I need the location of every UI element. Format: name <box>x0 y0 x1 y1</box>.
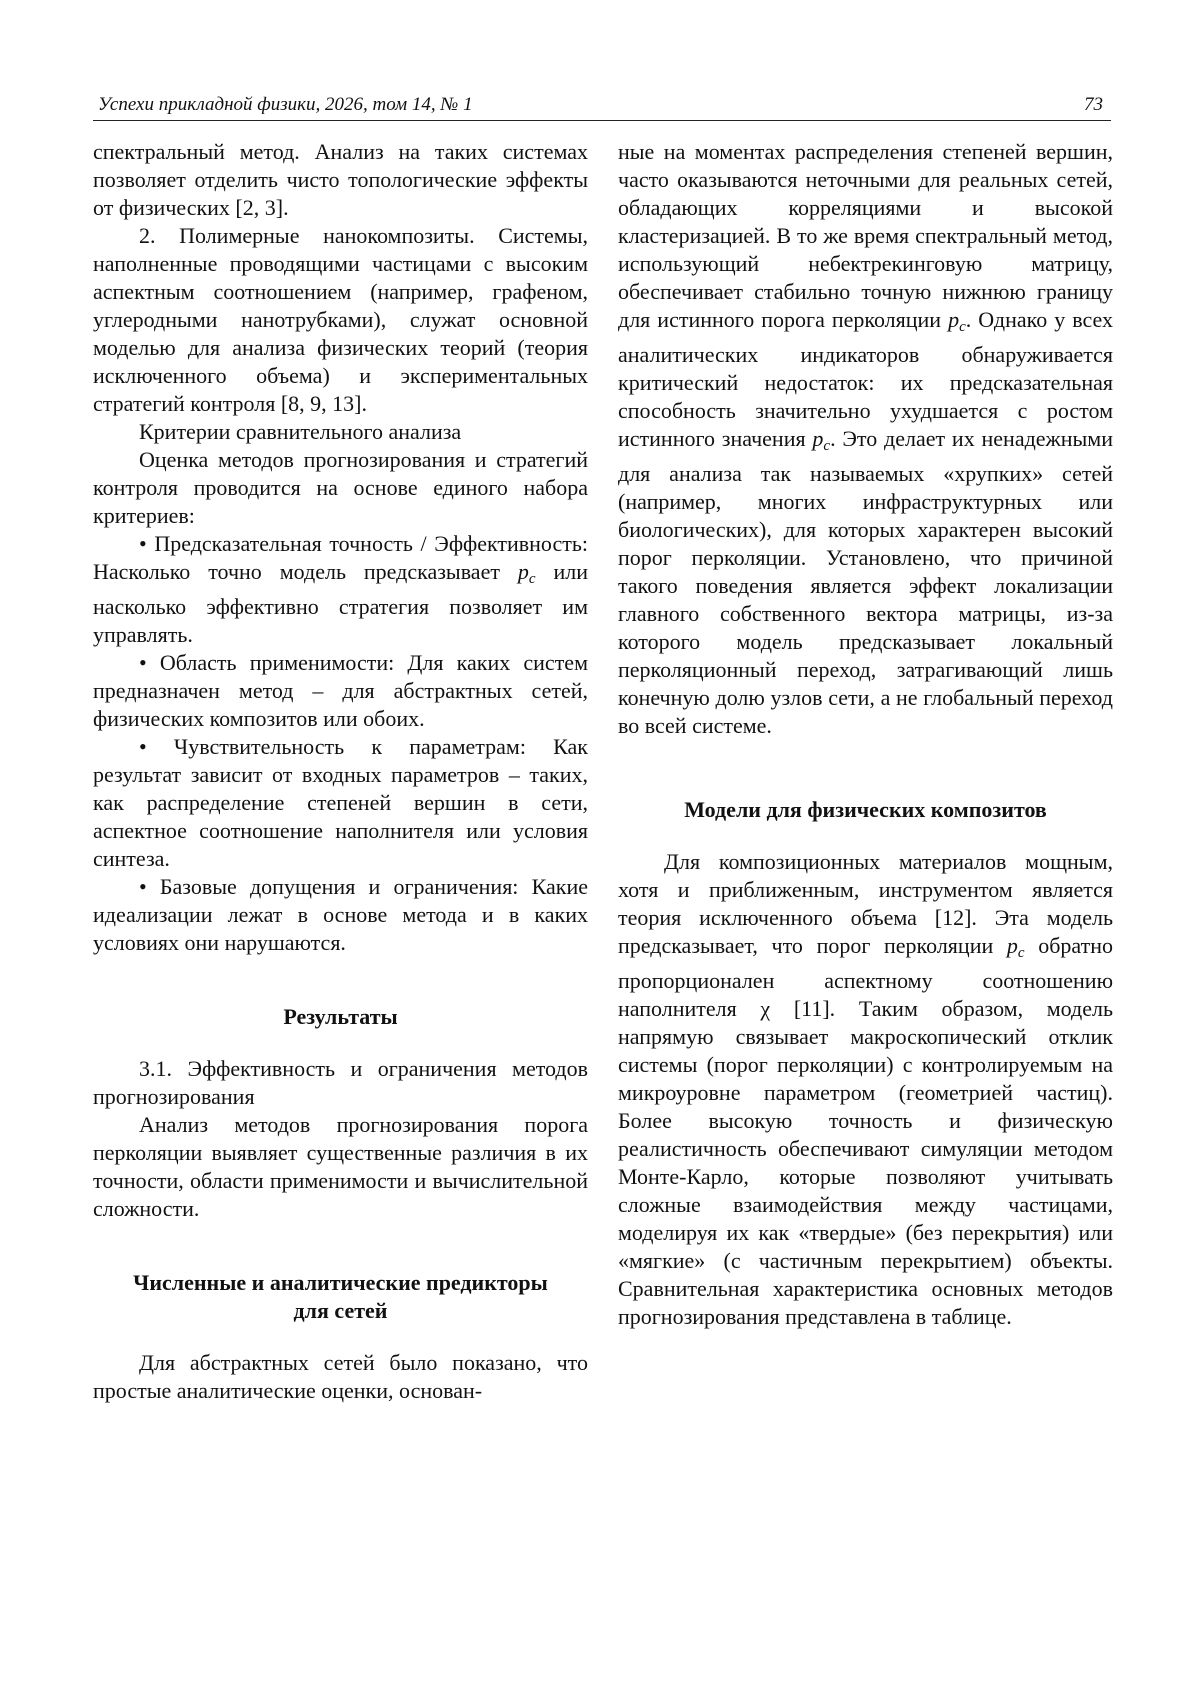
bullet-text: или насколько эффективно стратегия позволяет им управлять. <box>93 559 588 647</box>
subscript-c: c <box>1017 945 1025 961</box>
heading-line: для сетей <box>293 1298 388 1323</box>
spacer <box>93 957 588 1003</box>
page-number: 73 <box>1084 94 1103 115</box>
spacer <box>618 740 1113 796</box>
bullet-item: • Базовые допущения и ограничения: Какие идеализации лежат в основе метода и в каких условиях они нарушаются. <box>93 874 588 955</box>
paragraph-text: ные на моментах распределения степеней вершин, часто оказываются неточными для реальных сетей, обладающих корреляциями и высокой кластеризацией. В то же время спектральный метод, использующий небектрекинговую матрицу, обеспечивает стабильно точную нижнюю границу для истинного порога перколяции <box>618 139 1113 332</box>
bullet-item: • Область применимости: Для каких систем предназначен метод – для абстрактных сетей, физических композитов или обоих. <box>93 650 588 731</box>
paragraph: спектральный метод. Анализ на таких системах позволяет отделить чисто топологические эффекты от физических [2, 3]. <box>93 139 588 220</box>
spacer <box>93 1325 588 1349</box>
paragraph: Оценка методов прогнозирования и стратегий контроля проводится на основе единого набора критериев: <box>93 447 588 528</box>
spacer <box>93 1031 588 1055</box>
bullet-text: • Предсказательная точность / Эффективность: Насколько точно модель предсказывает <box>93 531 588 584</box>
running-header <box>93 92 1111 121</box>
bullet-item: • Чувствительность к параметрам: Как результат зависит от входных параметров – таких, как распределение степеней вершин в сети, аспектное соотношение наполнителя или условия синтеза. <box>93 734 588 871</box>
subscript-c: c <box>528 571 536 587</box>
spacer <box>618 824 1113 848</box>
right-column <box>618 138 1113 1331</box>
left-column <box>93 138 588 1405</box>
subscript-c: c <box>959 319 966 335</box>
paragraph: Для абстрактных сетей было показано, что простые аналитические оценки, основан- <box>93 1350 588 1403</box>
spacer <box>93 1223 588 1269</box>
paragraph: 3.1. Эффективность и ограничения методов прогнозирования <box>93 1056 588 1109</box>
symbol-p: p <box>517 559 529 584</box>
symbol-p: p <box>812 426 824 451</box>
subscript-c: c <box>823 438 831 454</box>
paragraph <box>618 138 1113 740</box>
paragraph: Анализ методов прогнозирования порога перколяции выявляет существенные различия в их точности, области применимости и вычислительной сложности. <box>93 1112 588 1221</box>
paragraph: 2. Полимерные нанокомпозиты. Системы, наполненные проводящими частицами с высоким аспектным соотношением (например, графеном, углеродными нанотрубками), служат основной моделью для анализа физических теорий (теория исключенного объема) и экспериментальных стратегий контроля [8, 9, 13]. <box>93 223 588 416</box>
paragraph-text: обратно пропорционален аспектному соотношению наполнителя χ [11]. Таким образом, модель напрямую связывает макроскопический отклик системы (порог перколяции) с контролируемым на микроуровне параметром (геометрией частиц). Более высокую точность и физическую реалистичность обеспечивают симуляции методом Монте-Карло, которые позволяют учитывать сложные взаимодействия между частицами, моделируя их как «твердые» (без перекрытия) или «мягкие» (с частичным перекрытием) объекты. Сравнительная характеристика основных методов прогнозирования представлена в таблице. <box>618 933 1114 1329</box>
journal-citation: Успехи прикладной физики, 2026, том 14, № 1 <box>98 94 473 115</box>
symbol-p: p <box>1006 933 1018 958</box>
section-heading-network-predictors <box>93 1269 588 1325</box>
paragraph-text: . Это делает их ненадежными для анализа так называемых «хрупких» сетей (например, многих инфраструктурных или биологических), для которых характерен высокий порог перколяции. Установлено, что причиной такого поведения является эффект локализации главного собственного вектора матрицы, из-за которого модель предсказывает локальный перколяционный переход, затрагивающий лишь конечную долю узлов сети, а не глобальный переход во всей системе. <box>618 426 1113 738</box>
paragraph-text: . Однако у всех аналитических индикаторов обнаруживается критический недостаток: их предсказательная способность значительно ухудшается с ростом истинного значения <box>618 307 1113 451</box>
subheading-criteria: Критерии сравнительного анализа <box>139 419 462 444</box>
paragraph <box>618 848 1113 1331</box>
symbol-p: p <box>948 307 960 332</box>
paragraph-text: Для композиционных материалов мощным, хотя и приближенным, инструментом является теория исключенного объема [12]. Эта модель предсказывает, что порог перколяции <box>618 849 1113 958</box>
heading-line: Численные и аналитические предикторы <box>133 1270 548 1295</box>
section-heading-results: Результаты <box>283 1004 398 1029</box>
bullet-item <box>93 530 588 649</box>
section-heading-composites: Модели для физических композитов <box>684 797 1047 822</box>
